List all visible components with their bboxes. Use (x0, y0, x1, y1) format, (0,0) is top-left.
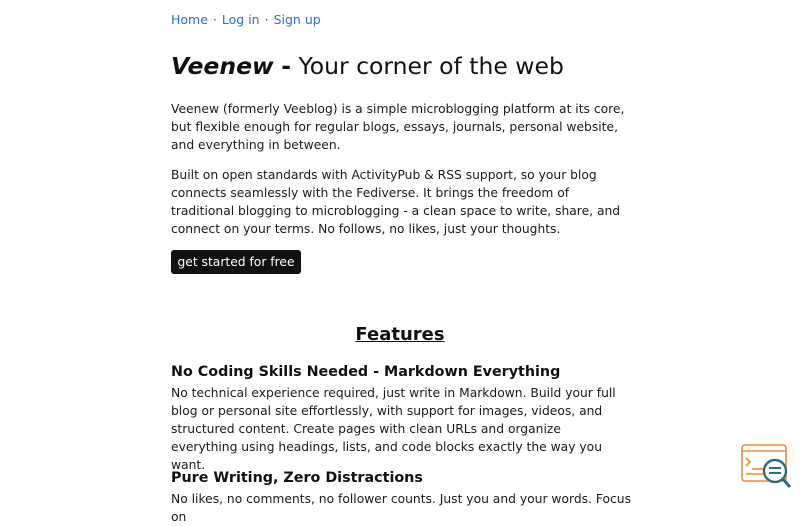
feature-title: No Coding Skills Needed - Markdown Everything (171, 364, 561, 380)
page-title (171, 52, 564, 80)
feature-description: No likes, no comments, no follower counts. Just you and your words. Focus on (171, 492, 631, 524)
nav-separator: · (212, 12, 217, 27)
nav-separator: · (264, 12, 269, 27)
tagline: Your corner of the web (298, 52, 564, 80)
feature-description: No technical experience required, just write in Markdown. Build your full blog or personal site effortlessly, with support for images, videos, and structured content. Create pages with clean URLs and organize everything using headings, lists, and code blocks exactly the way you want. (171, 386, 616, 472)
search-feedback-widget[interactable] (741, 444, 791, 488)
intro-paragraph-1: Veenew (formerly Veeblog) is a simple microblogging platform at its core, but flexible enough for regular blogs, essays, journals, personal website, and everything in between. (171, 102, 625, 152)
nav-login-link[interactable]: Log in (221, 12, 260, 27)
brand-name: Veenew (171, 52, 274, 80)
search-feedback-icon (741, 444, 791, 488)
feature-title: Pure Writing, Zero Distractions (171, 470, 423, 486)
features-heading: Features (355, 324, 445, 345)
intro-paragraph-2: Built on open standards with ActivityPub & RSS support, so your blog connects seamlessly with the Fediverse. It brings the freedom of traditional blogging to microblogging - a clean space to write, share, and connect on your terms. No follows, no likes, just your thoughts. (171, 168, 621, 236)
nav-signup-link[interactable]: Sign up (273, 12, 321, 27)
get-started-button[interactable]: get started for free (171, 250, 301, 274)
nav-home-link[interactable]: Home (171, 12, 208, 27)
top-nav (171, 12, 321, 27)
title-dash: - (281, 52, 291, 80)
